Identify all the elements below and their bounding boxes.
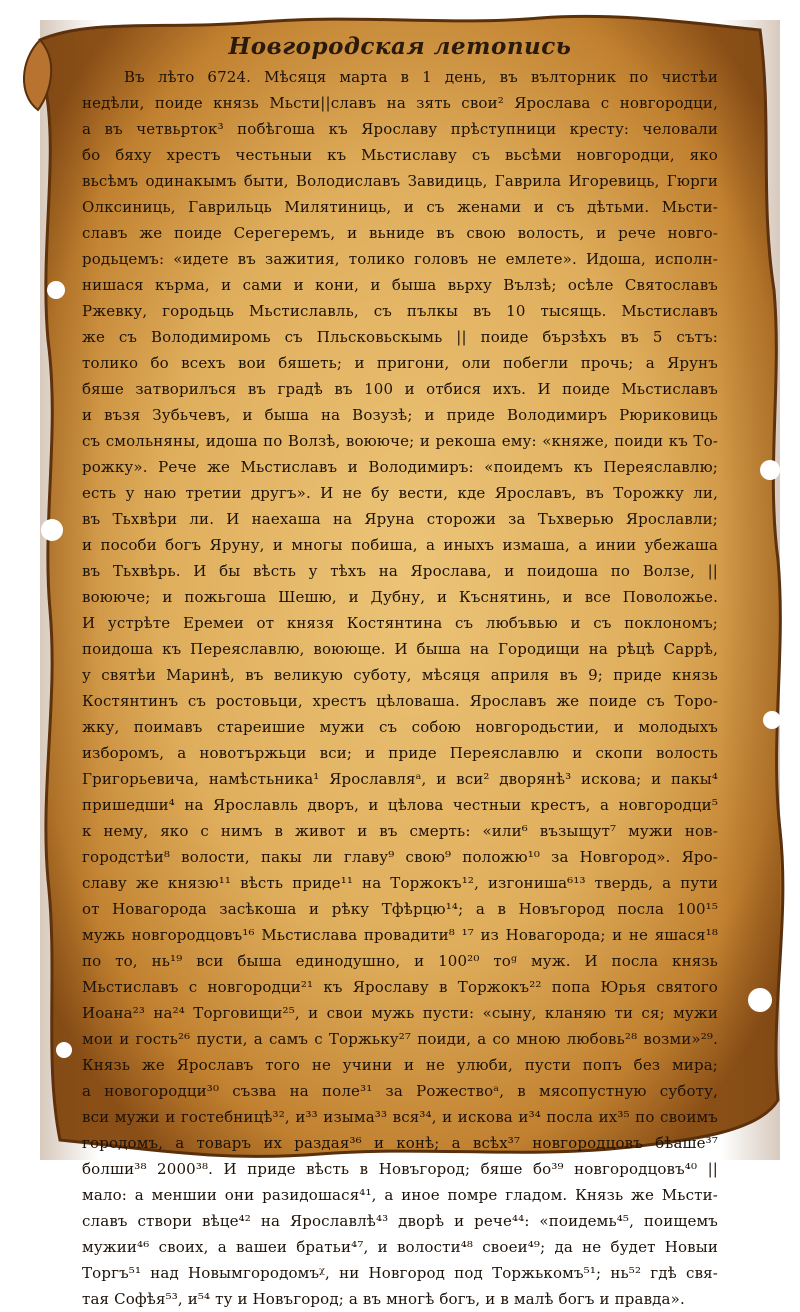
text-line: съ смольняны, идоша по Волзѣ, воююче; и рекоша ему: «княже, поиди къ То- (82, 432, 718, 450)
text-line: болши³⁸ 2000³⁸. И приде вѣсть в Новъгород; бяше бо³⁹ новгородцовъ⁴⁰ || (82, 1160, 718, 1178)
text-line: есть у наю третии другъ». И не бу вести, кде Ярославъ, въ Торожку ли, (82, 484, 718, 502)
text-line: у святѣи Маринѣ, въ великую суботу, мѣсяця априля въ 9; приде князь (82, 666, 718, 684)
text-line: к нему, яко с нимъ в живот и въ смерть: «или⁶ възыщут⁷ мужи нов- (82, 822, 718, 840)
text-line: от Новагорода засѣкоша и рѣку Тфѣрцю¹⁴; а в Новъгород посла 100¹⁵ (82, 900, 718, 918)
text-line: родьцемъ: «идете въ зажития, толико головъ не емлете». Идоша, исполн- (82, 250, 718, 268)
text-line: бо бяху хрестъ честьныи къ Мьстиславу съ вьсѣми новгородци, яко (82, 146, 718, 164)
text-line: мужь новгородцовъ¹⁶ Мьстислава провадити⁸ ¹⁷ из Новагорода; и не яшася¹⁸ (82, 926, 718, 944)
chronicle-body (82, 64, 718, 1312)
text-line: а новогородци³⁰ съзва на поле³¹ за Рожествоᵃ, в мясопустную суботу, (82, 1082, 718, 1100)
text-line: городомъ, а товаръ их раздая³⁶ и конѣ; а всѣх³⁷ новгородцовъ бѣаше³⁷ (82, 1134, 718, 1152)
text-line: мало: а меншии они разидошася⁴¹, а иное помре гладом. Князь же Мьсти- (82, 1186, 718, 1204)
text-line: бяше затворилъся въ градѣ въ 100 и отбися ихъ. И поиде Мьстиславъ (82, 380, 718, 398)
text-line: пришедши⁴ на Ярославль дворъ, и цѣлова честныи крестъ, а новгородци⁵ (82, 796, 718, 814)
text-line: Торгъ⁵¹ над Новымгородомъᵡ, ни Новгород под Торжькомъ⁵¹; нь⁵² гдѣ свя- (82, 1264, 718, 1282)
text-line: И устрѣте Еремеи от князя Костянтина съ любъвью и съ поклономъ; (82, 614, 718, 632)
text-line: славъ же поиде Серегеремъ, и вьниде въ свою волость, и рече новго- (82, 224, 718, 242)
text-line: и възя Зубьчевъ, и быша на Возузѣ; и приде Володимиръ Рюриковиць (82, 406, 718, 424)
text-line: Мьстиславъ с новгородци²¹ къ Ярославу в Торжокъ²² попа Юрья святого (82, 978, 718, 996)
text-line: въ Тьхвѣрь. И бы вѣсть у тѣхъ на Ярослава, и поидоша по Волзе, || (82, 562, 718, 580)
text-line: жку, поимавъ стареишие мужи съ собою новгородьстии, и молодыхъ (82, 718, 718, 736)
text-line: вьсѣмъ одинакымъ быти, Володиславъ Завидиць, Гаврила Игоревиць, Гюрги (82, 172, 718, 190)
text-line: тая Софѣя⁵³, и⁵⁴ ту и Новъгород; а въ многѣ богъ, и в малѣ богъ и правда». (82, 1290, 685, 1308)
text-line: Ржевку, городьць Мьстиславль, съ пълкы въ 10 тысящь. Мьстиславъ (82, 302, 718, 320)
text-line: недѣли, поиде князь Мьсти||славъ на зять свои² Ярослава с новгородци, (82, 94, 718, 112)
text-line: изборомъ, а новотържьци вси; и приде Переяславлю и скопи волость (82, 744, 718, 762)
text-line: мужии⁴⁶ своих, а вашеи братьи⁴⁷, и волости⁴⁸ своеи⁴⁹; да не будет Новыи (82, 1238, 718, 1256)
text-line: толико бо всехъ вои бяшеть; и пригони, оли побегли прочь; а Ярунъ (82, 354, 718, 372)
text-line: а въ четвьрток³ побѣгоша къ Ярославу прѣступници кресту: человали (82, 120, 718, 138)
text-line: Иоана²³ на²⁴ Торговищи²⁵, и свои мужь пусти: «сыну, кланяю ти ся; мужи (82, 1004, 718, 1022)
text-line: мои и гость²⁶ пусти, а самъ с Торжьку²⁷ поиди, а со мною любовь²⁸ возми»²⁹. (82, 1030, 718, 1048)
text-line: и пособи богъ Яруну, и многы побиша, а иныхъ измаша, а инии убежаша (82, 536, 718, 554)
text-line: Григорьевича, намѣстьника¹ Ярославляᵃ, и вси² дворянѣ³ искова; и пакы⁴ (82, 770, 718, 788)
text-line: въ Тьхвѣри ли. И наехаша на Яруна сторожи за Тьхверью Ярославли; (82, 510, 718, 528)
text-line: рожку». Рече же Мьстиславъ и Володимиръ: «поидемъ къ Переяславлю; (82, 458, 718, 476)
text-line: поидоша къ Переяславлю, воююще. И быша на Городищи на рѣцѣ Саррѣ, (82, 640, 718, 658)
text-line: нишася кърма, и сами и кони, и быша вьрху Вълзѣ; осѣле Святославъ (82, 276, 718, 294)
text-line: воююче; и пожьгоша Шешю, и Дубну, и Къснятинь, и все Поволожье. (82, 588, 718, 606)
text-line: Въ лѣто 6724. Мѣсяця марта в 1 день, въ вълторник по чистѣи (124, 68, 718, 86)
page-title: Новгородская летопись (228, 33, 572, 60)
text-line: же съ Володимиромь съ Пльсковьскымь || поиде бързѣхъ въ 5 сътъ: (82, 328, 718, 346)
text-line: славъ створи вѣце⁴² на Ярославлѣ⁴³ дворѣ и рече⁴⁴: «поидемь⁴⁵, поищемъ (82, 1212, 718, 1230)
text-line: по то, нь¹⁹ вси быша единодушно, и 100²⁰ тоᵍ муж. И посла князь (82, 952, 718, 970)
text-line: Костянтинъ съ ростовьци, хрестъ цѣловаша. Ярославъ же поиде съ Торо- (82, 692, 718, 710)
text-line: славу же князю¹¹ вѣсть приде¹¹ на Торжокъ¹², изгониша⁶¹³ твердь, а пути (82, 874, 718, 892)
text-line: Князь же Ярославъ того не учини и не улюби, пусти попъ без мира; (82, 1056, 718, 1074)
text-line: Олксиниць, Гаврильць Милятиниць, и съ женами и съ дѣтьми. Мьсти- (82, 198, 718, 216)
text-line: городстѣи⁸ волости, пакы ли главу⁹ свою⁹ положю¹⁰ за Новгород». Яро- (82, 848, 718, 866)
manuscript-text-block (82, 30, 718, 1308)
text-line: вси мужи и гостебницѣ³², и³³ изыма³³ вся³⁴, и искова и³⁴ посла их³⁵ по своимъ (82, 1108, 718, 1126)
